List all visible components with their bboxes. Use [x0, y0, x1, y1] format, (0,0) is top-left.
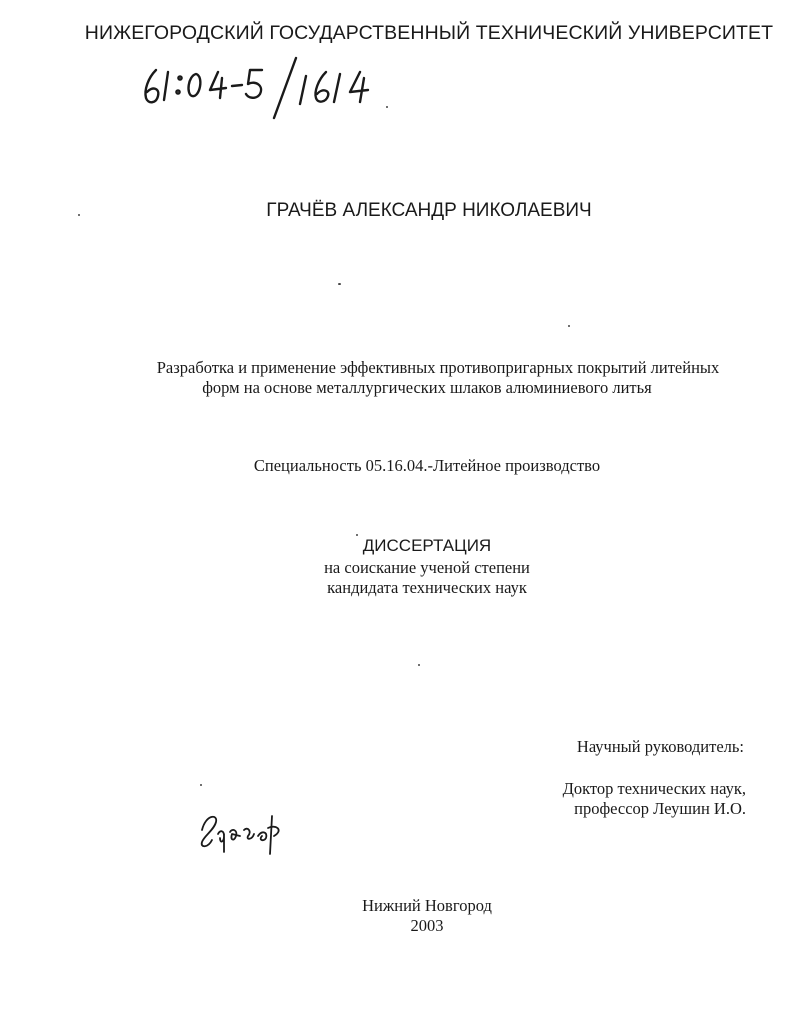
- city: Нижний Новгород: [362, 896, 492, 915]
- signature-drawing: [196, 808, 288, 856]
- supervisor-heading: Научный руководитель:: [576, 737, 744, 756]
- degree-line-2: кандидата технических наук: [327, 578, 527, 597]
- scan-speck: [338, 283, 341, 285]
- scan-speck: [568, 325, 570, 327]
- scan-speck: [356, 534, 358, 536]
- specialty: Специальность 05.16.04.-Литейное производство: [253, 456, 601, 475]
- scan-speck: [78, 214, 80, 216]
- scan-speck: [200, 784, 202, 786]
- year: 2003: [410, 916, 444, 935]
- supervisor-name: профессор Леушин И.О.: [574, 799, 746, 818]
- document-type: ДИССЕРТАЦИЯ: [362, 536, 492, 555]
- scan-speck: [418, 664, 420, 666]
- handwritten-code-drawing: [138, 56, 398, 120]
- scan-speck: [386, 106, 388, 108]
- thesis-title-line-2: форм на основе металлургических шлаков алюминиевого литья: [202, 378, 652, 397]
- author-signature: [196, 808, 288, 856]
- degree-line-1: на соискание ученой степени: [324, 558, 530, 577]
- handwritten-catalog-code: [138, 56, 398, 120]
- thesis-title-line-1: Разработка и применение эффективных противопригарных покрытий литейных: [156, 358, 720, 377]
- author-name: ГРАЧЁВ АЛЕКСАНДР НИКОЛАЕВИЧ: [266, 200, 592, 221]
- university-name: НИЖЕГОРОДСКИЙ ГОСУДАРСТВЕННЫЙ ТЕХНИЧЕСКИЙ УНИВЕРСИТЕТ: [84, 22, 774, 44]
- supervisor-degree: Доктор технических наук,: [562, 779, 746, 798]
